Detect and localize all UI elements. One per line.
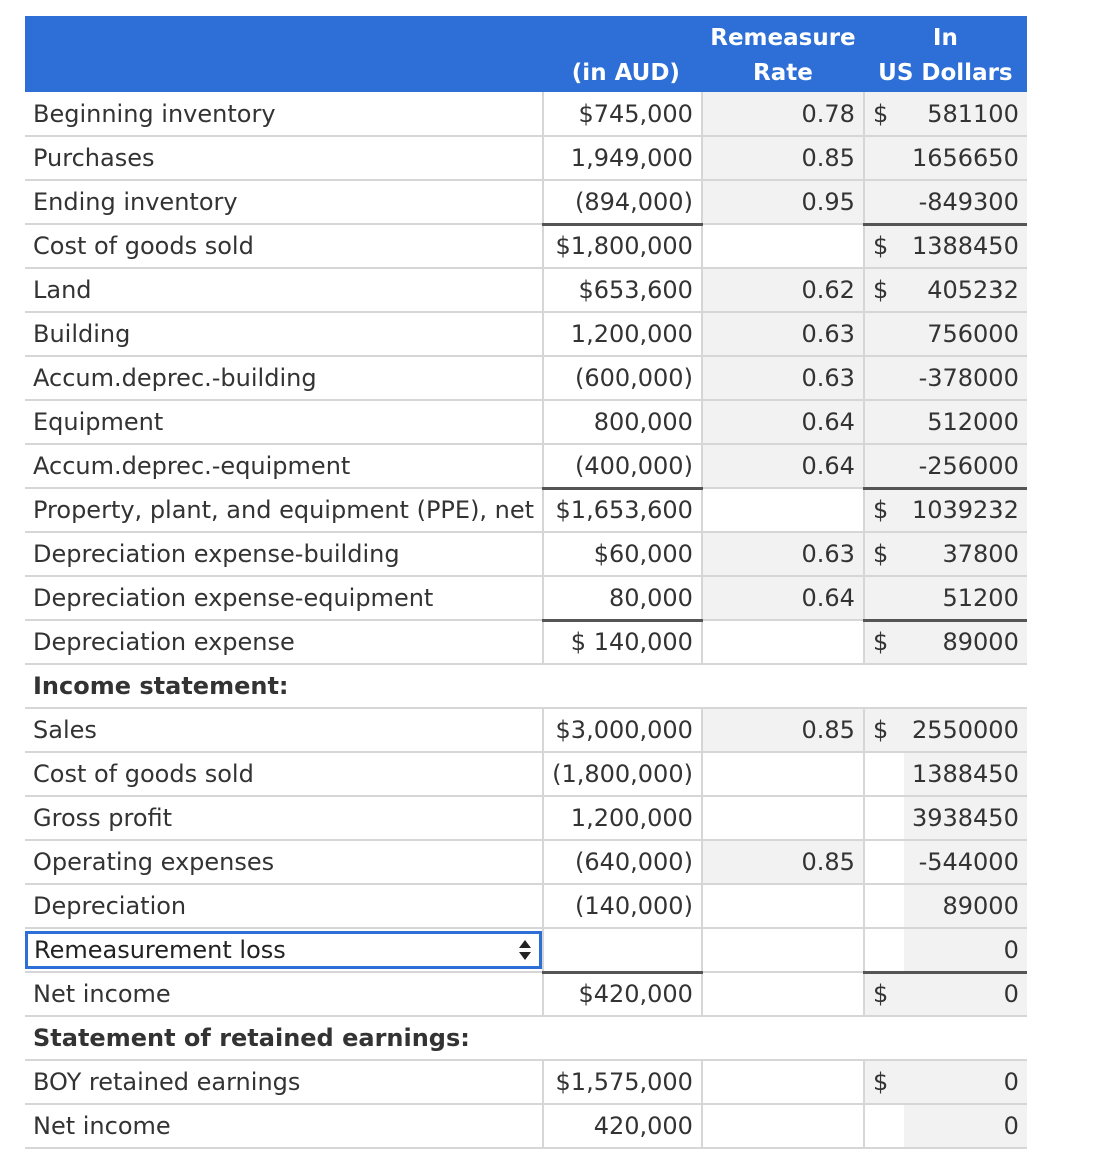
row-label: Cost of goods sold xyxy=(25,752,543,796)
table-row xyxy=(25,752,1027,796)
table-row xyxy=(25,620,1027,664)
usd-dollar-sign xyxy=(864,400,904,444)
aud-amount: $1,800,000 xyxy=(543,224,702,268)
remeasure-rate xyxy=(702,1104,864,1148)
row-label: Net income xyxy=(25,1104,543,1148)
usd-dollar-sign: $ xyxy=(864,708,904,752)
table-row xyxy=(25,268,1027,312)
usd-amount: 51200 xyxy=(904,576,1027,620)
usd-amount: 405232 xyxy=(904,268,1027,312)
usd-dollar-sign: $ xyxy=(864,224,904,268)
aud-amount: (600,000) xyxy=(543,356,702,400)
remeasure-rate xyxy=(702,1060,864,1104)
usd-amount: 0 xyxy=(904,1060,1027,1104)
row-label: Accum.deprec.-building xyxy=(25,356,543,400)
aud-amount: $3,000,000 xyxy=(543,708,702,752)
table-row xyxy=(25,224,1027,268)
remeasure-rate: 0.85 xyxy=(702,840,864,884)
section-heading: Statement of retained earnings: xyxy=(25,1016,1027,1060)
aud-amount: (894,000) xyxy=(543,180,702,224)
aud-amount: (140,000) xyxy=(543,884,702,928)
usd-amount: 581100 xyxy=(904,92,1027,136)
usd-dollar-sign xyxy=(864,752,904,796)
remeasure-rate: 0.64 xyxy=(702,576,864,620)
aud-amount: $60,000 xyxy=(543,532,702,576)
table-row xyxy=(25,400,1027,444)
remeasure-rate xyxy=(702,928,864,972)
section-row xyxy=(25,664,1027,708)
row-label: Net income xyxy=(25,972,543,1016)
usd-amount: 37800 xyxy=(904,532,1027,576)
aud-amount: $745,000 xyxy=(543,92,702,136)
aud-amount: 420,000 xyxy=(543,1104,702,1148)
table-row xyxy=(25,1060,1027,1104)
remeasure-rate: 0.64 xyxy=(702,444,864,488)
section-heading: Income statement: xyxy=(25,664,1027,708)
header-label-blank xyxy=(25,16,543,54)
table-row xyxy=(25,928,1027,972)
table-row xyxy=(25,180,1027,224)
usd-amount: -378000 xyxy=(904,356,1027,400)
table-row xyxy=(25,576,1027,620)
table-row xyxy=(25,312,1027,356)
usd-dollar-sign xyxy=(864,576,904,620)
usd-dollar-sign: $ xyxy=(864,1060,904,1104)
row-label: Accum.deprec.-equipment xyxy=(25,444,543,488)
usd-dollar-sign: $ xyxy=(864,488,904,532)
usd-dollar-sign xyxy=(864,356,904,400)
usd-amount: 1388450 xyxy=(904,752,1027,796)
aud-amount: 800,000 xyxy=(543,400,702,444)
table-row xyxy=(25,356,1027,400)
remeasure-rate xyxy=(702,752,864,796)
dropdown-selected-value: Remeasurement loss xyxy=(34,936,286,964)
row-label: Depreciation xyxy=(25,884,543,928)
usd-amount: 756000 xyxy=(904,312,1027,356)
usd-amount: 0 xyxy=(904,1104,1027,1148)
usd-dollar-sign xyxy=(864,312,904,356)
remeasure-rate xyxy=(702,884,864,928)
row-label: Depreciation expense xyxy=(25,620,543,664)
remeasure-rate xyxy=(702,224,864,268)
remeasure-rate: 0.64 xyxy=(702,400,864,444)
remeasure-rate xyxy=(702,972,864,1016)
header-aud-blank xyxy=(543,16,702,54)
row-label: Sales xyxy=(25,708,543,752)
row-label: Equipment xyxy=(25,400,543,444)
usd-dollar-sign xyxy=(864,884,904,928)
row-label: Depreciation expense-building xyxy=(25,532,543,576)
aud-amount: (1,800,000) xyxy=(543,752,702,796)
header-aud-label: (in AUD) xyxy=(543,54,702,92)
table-row xyxy=(25,532,1027,576)
usd-dollar-sign xyxy=(864,180,904,224)
table-row xyxy=(25,136,1027,180)
aud-amount: 1,949,000 xyxy=(543,136,702,180)
header-rate-line2: Rate xyxy=(702,54,864,92)
table-row xyxy=(25,708,1027,752)
usd-amount: 0 xyxy=(904,928,1027,972)
usd-amount: -849300 xyxy=(904,180,1027,224)
table-row xyxy=(25,796,1027,840)
remeasure-rate: 0.63 xyxy=(702,532,864,576)
aud-amount: 1,200,000 xyxy=(543,312,702,356)
row-label: Cost of goods sold xyxy=(25,224,543,268)
usd-dollar-sign: $ xyxy=(864,620,904,664)
table-row xyxy=(25,972,1027,1016)
usd-dollar-sign: $ xyxy=(864,972,904,1016)
header-rate-line1: Remeasure xyxy=(702,16,864,54)
aud-amount: $ 140,000 xyxy=(543,620,702,664)
section-row xyxy=(25,1016,1027,1060)
table-row xyxy=(25,488,1027,532)
usd-dollar-sign xyxy=(864,444,904,488)
row-label: Land xyxy=(25,268,543,312)
remeasure-rate xyxy=(702,620,864,664)
usd-amount: 2550000 xyxy=(904,708,1027,752)
remeasure-rate: 0.85 xyxy=(702,708,864,752)
aud-amount: (640,000) xyxy=(543,840,702,884)
remeasure-rate xyxy=(702,796,864,840)
table-row xyxy=(25,884,1027,928)
usd-amount: 89000 xyxy=(904,620,1027,664)
row-label: Beginning inventory xyxy=(25,92,543,136)
row-label: BOY retained earnings xyxy=(25,1060,543,1104)
usd-amount: 89000 xyxy=(904,884,1027,928)
remeasure-rate: 0.62 xyxy=(702,268,864,312)
remeasure-rate xyxy=(702,488,864,532)
remeasure-rate: 0.63 xyxy=(702,312,864,356)
aud-amount: 1,200,000 xyxy=(543,796,702,840)
table-row xyxy=(25,444,1027,488)
usd-amount: -544000 xyxy=(904,840,1027,884)
usd-amount: -256000 xyxy=(904,444,1027,488)
usd-amount: 1388450 xyxy=(904,224,1027,268)
usd-amount: 0 xyxy=(904,972,1027,1016)
table-row xyxy=(25,840,1027,884)
row-label: Purchases xyxy=(25,136,543,180)
usd-amount: 3938450 xyxy=(904,796,1027,840)
account-select[interactable] xyxy=(25,928,543,972)
row-label: Ending inventory xyxy=(25,180,543,224)
table-row xyxy=(25,92,1027,136)
aud-amount: $420,000 xyxy=(543,972,702,1016)
remeasure-rate: 0.85 xyxy=(702,136,864,180)
usd-amount: 1039232 xyxy=(904,488,1027,532)
usd-dollar-sign: $ xyxy=(864,532,904,576)
aud-amount: $1,653,600 xyxy=(543,488,702,532)
row-label: Gross profit xyxy=(25,796,543,840)
usd-dollar-sign xyxy=(864,840,904,884)
aud-amount: $653,600 xyxy=(543,268,702,312)
usd-dollar-sign xyxy=(864,136,904,180)
usd-dollar-sign: $ xyxy=(864,92,904,136)
usd-dollar-sign xyxy=(864,796,904,840)
header-usd-line2: US Dollars xyxy=(864,54,1027,92)
remeasure-rate: 0.63 xyxy=(702,356,864,400)
up-down-arrows-icon[interactable] xyxy=(517,939,533,961)
row-label: Property, plant, and equipment (PPE), net xyxy=(25,488,543,532)
table-row xyxy=(25,1104,1027,1148)
aud-amount: $1,575,000 xyxy=(543,1060,702,1104)
row-label: Building xyxy=(25,312,543,356)
usd-amount: 512000 xyxy=(904,400,1027,444)
usd-dollar-sign xyxy=(864,1104,904,1148)
remeasure-rate: 0.78 xyxy=(702,92,864,136)
usd-amount: 1656650 xyxy=(904,136,1027,180)
aud-amount: (400,000) xyxy=(543,444,702,488)
header-row-1 xyxy=(25,16,1027,54)
remeasure-rate: 0.95 xyxy=(702,180,864,224)
header-label-blank-2 xyxy=(25,54,543,92)
header-usd-line1: In xyxy=(864,16,1027,54)
row-label: Operating expenses xyxy=(25,840,543,884)
aud-amount: 80,000 xyxy=(543,576,702,620)
account-dropdown[interactable] xyxy=(25,931,542,969)
row-label: Depreciation expense-equipment xyxy=(25,576,543,620)
aud-amount xyxy=(543,928,702,972)
usd-dollar-sign: $ xyxy=(864,268,904,312)
remeasurement-worksheet xyxy=(25,16,1027,1149)
header-row-2 xyxy=(25,54,1027,92)
usd-dollar-sign xyxy=(864,928,904,972)
